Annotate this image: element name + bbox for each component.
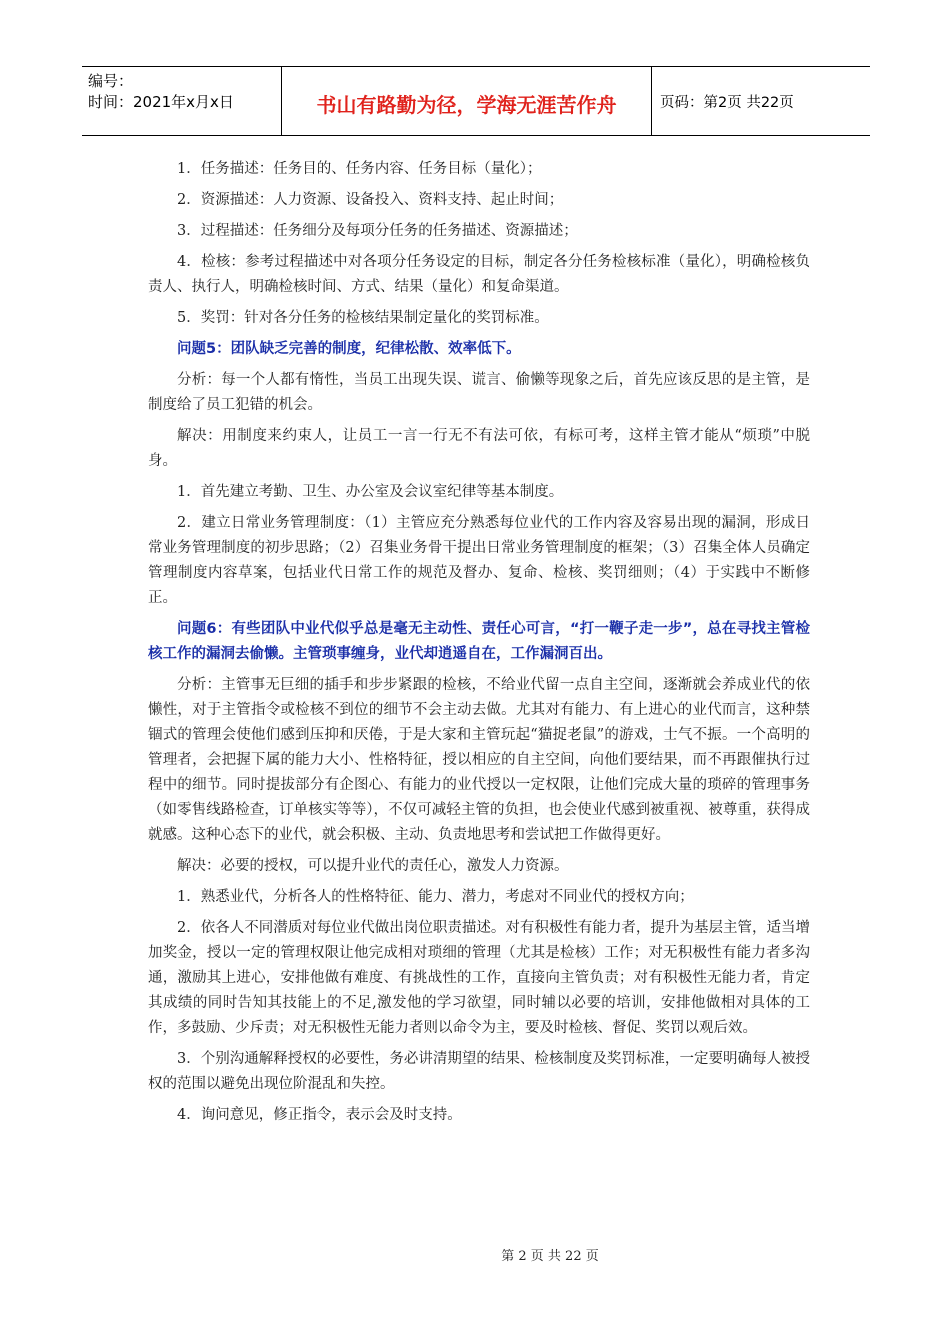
solution-item: 4．询问意见，修正指令，表示会及时支持。 — [177, 1107, 462, 1123]
question-heading: 问题6：有些团队中业代似乎总是毫无主动性、责任心可言，“打一鞭子走一步”，总在寻找主管检核工作的漏洞去偷懒。主管琐事缠身，业代却逍遥自在，工作漏洞百出。 — [148, 621, 810, 662]
page-footer — [0, 1245, 950, 1264]
solution-item: 3．个别沟通解释授权的必要性，务必讲清期望的结果、检核制度及奖罚标准，一定要明确每人被授权的范围以避免出现位阶混乱和失控。 — [148, 1051, 810, 1092]
solution-item: 1．熟悉业代，分析各人的性格特征、能力、潜力，考虑对不同业代的授权方向； — [177, 889, 694, 905]
solution-item: 2．依各人不同潜质对每位业代做出岗位职责描述。对有积极性有能力者，提升为基层主管，适当增加奖金，授以一定的管理权限让他完成相对琐细的管理（尤其是检核）工作；对无积极性有能力者多沟通，激励其上进心，安排他做有难度、有挑战性的工作，直接向主管负责；对有积极性无能力者，肯定其成绩的同时告知其技能上的不足,激发他的学习欲望，同时辅以必要的培训，安排他做相对具体的工作，多鼓励、少斥责；对无积极性无能力者则以命令为主，要及时检核、督促、奖罚以观后效。 — [148, 920, 810, 1036]
header-page-info: 页码：第2页 共22页 — [660, 94, 794, 111]
footer-page-number: 第 2 页 共 22 页 — [501, 1249, 599, 1264]
solution-item: 1．首先建立考勤、卫生、办公室及会议室纪律等基本制度。 — [177, 484, 564, 500]
analysis-paragraph: 分析：主管事无巨细的插手和步步紧跟的检核，不给业代留一点自主空间，逐渐就会养成业代的依懒性，对于主管指令或检核不到位的细节不会主动去做。尤其对有能力、有上进心的业代而言，这种禁锢式的管理会使他们感到压抑和厌倦，于是大家和主管玩起“猫捉老鼠”的游戏，士气不振。一个高明的管理者，会把握下属的能力大小、性格特征，授以相应的自主空间，向他们要结果，而不再跟催执行过程中的细节。同时提拔部分有企图心、有能力的业代授以一定权限，让他们完成大量的琐碎的管理事务（如零售线路检查，订单核实等等），不仅可减轻主管的负担，也会使业代感到被重视、被尊重，获得成就感。这种心态下的业代，就会积极、主动、负责地思考和尝试把工作做得更好。 — [148, 677, 810, 843]
document-body — [148, 157, 810, 1134]
task-item: 4．检核：参考过程描述中对各项分任务设定的目标，制定各分任务检核标准（量化），明确检核负责人、执行人，明确检核时间、方式、结果（量化）和复命渠道。 — [148, 254, 810, 295]
analysis-paragraph: 分析：每一个人都有惰性，当员工出现失误、谎言、偷懒等现象之后，首先应该反思的是主管，是制度给了员工犯错的机会。 — [148, 372, 810, 413]
solution-paragraph: 解决：必要的授权，可以提升业代的责任心，激发人力资源。 — [177, 858, 569, 874]
question-heading: 问题5：团队缺乏完善的制度，纪律松散、效率低下。 — [177, 341, 521, 357]
task-item: 5．奖罚：针对各分任务的检核结果制定量化的奖罚标准。 — [177, 310, 549, 326]
header-motto: 书山有路勤为径，学海无涯苦作舟 — [282, 67, 652, 135]
task-item: 3．过程描述：任务细分及每项分任务的任务描述、资源描述； — [177, 223, 578, 239]
task-item: 1．任务描述：任务目的、任务内容、任务目标（量化）； — [177, 161, 542, 177]
task-item: 2．资源描述：人力资源、设备投入、资料支持、起止时间； — [177, 192, 564, 208]
header-meta — [82, 67, 282, 135]
header-number-label: 编号： — [88, 72, 134, 90]
page-header — [82, 66, 870, 136]
header-date: 时间：2021年x月x日 — [88, 93, 234, 111]
solution-item: 2．建立日常业务管理制度：（1）主管应充分熟悉每位业代的工作内容及容易出现的漏洞，形成日常业务管理制度的初步思路；（2）召集业务骨干提出日常业务管理制度的框架；（3）召集全体人员确定管理制度内容草案，包括业代日常工作的规范及督办、复命、检核、奖罚细则；（4）于实践中不断修正。 — [148, 515, 810, 606]
solution-paragraph: 解决：用制度来约束人，让员工一言一行无不有法可依，有标可考，这样主管才能从“烦琐”中脱身。 — [148, 428, 810, 469]
